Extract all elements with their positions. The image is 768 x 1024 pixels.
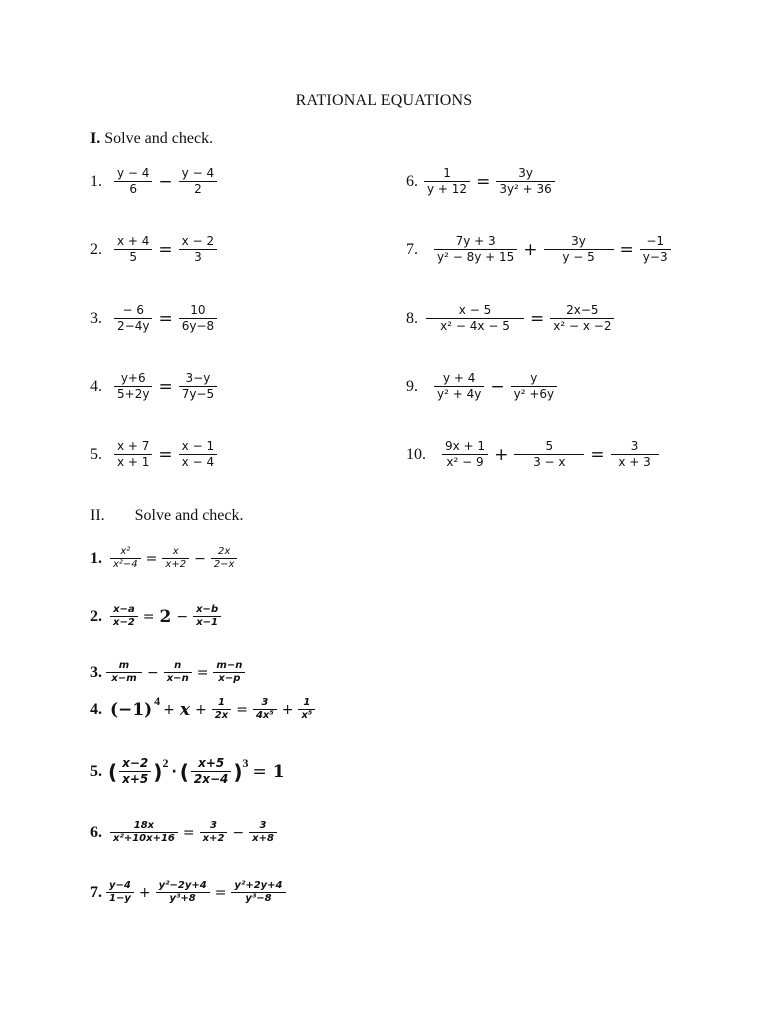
term: x <box>179 699 191 720</box>
term: 2 <box>159 606 172 627</box>
numerator: x + 7 <box>117 439 150 453</box>
left-paren: ( <box>179 759 189 784</box>
numerator: x − 2 <box>181 234 215 248</box>
numerator: 3 <box>630 439 639 453</box>
operator: − <box>158 171 173 192</box>
fraction <box>511 371 558 402</box>
fraction <box>164 660 192 685</box>
operator: = <box>145 550 158 567</box>
fraction <box>114 439 152 470</box>
denominator: x + 1 <box>117 455 150 469</box>
denominator: x⁵ <box>301 710 313 721</box>
denominator: y² − 8y + 15 <box>437 250 515 264</box>
numerator: y+6 <box>120 371 146 385</box>
operator: = <box>158 376 173 397</box>
fraction <box>191 756 232 787</box>
denominator: 2x−4 <box>193 772 229 786</box>
fraction <box>114 234 152 265</box>
operator: = <box>142 608 155 625</box>
section-1-heading <box>90 130 213 148</box>
exponent: 2 <box>162 756 169 770</box>
denominator: x−m <box>111 673 137 684</box>
denominator: y³+8 <box>169 893 196 904</box>
problem-2-5 <box>90 756 287 787</box>
section-1-label: Solve and check. <box>104 130 214 147</box>
problem-1-8 <box>406 303 616 334</box>
left-paren: ( <box>108 759 118 784</box>
numerator: x−2 <box>122 756 149 770</box>
denominator: x−2 <box>113 617 135 628</box>
problem-1-4 <box>90 371 219 402</box>
denominator: 2−4y <box>117 319 150 333</box>
denominator: 6y−8 <box>181 319 215 333</box>
right-paren: ) <box>233 759 243 784</box>
numerator: 1 <box>218 697 225 708</box>
operator: + <box>195 701 207 718</box>
problem-2-2 <box>90 604 223 629</box>
fraction <box>162 546 189 571</box>
problem-2-6 <box>90 820 279 845</box>
fraction <box>110 604 138 629</box>
problem-1-7 <box>406 234 673 265</box>
fraction <box>200 820 228 845</box>
operator: = <box>476 171 491 192</box>
fraction <box>640 234 671 265</box>
denominator: 5+2y <box>117 387 150 401</box>
fraction <box>213 660 245 685</box>
numerator: 9x + 1 <box>445 439 486 453</box>
operator: = <box>182 824 195 841</box>
fraction <box>434 371 484 402</box>
denominator: x−p <box>218 673 241 684</box>
operator: = <box>158 239 173 260</box>
problem-1-9 <box>406 371 559 402</box>
fraction <box>114 166 152 197</box>
denominator: 4x⁵ <box>255 710 274 721</box>
denominator: 3 <box>194 250 202 264</box>
denominator: 5 <box>129 250 138 264</box>
fraction <box>496 166 555 197</box>
problem-number: 6. <box>406 172 418 190</box>
right-paren: ) <box>153 759 163 784</box>
operator: − <box>147 664 159 681</box>
numerator: x² <box>120 546 131 557</box>
fraction <box>212 697 231 722</box>
operator: = <box>530 308 545 329</box>
operator: − <box>232 824 245 841</box>
operator: + <box>523 239 538 260</box>
numerator: m−n <box>216 660 243 671</box>
section-2-heading <box>90 507 244 525</box>
denominator: 2−x <box>213 559 235 570</box>
problem-number: 1. <box>90 549 102 567</box>
denominator: x−1 <box>196 617 218 628</box>
numerator: 3y <box>518 166 533 180</box>
numerator: 7y + 3 <box>455 234 496 248</box>
numerator: y²+2y+4 <box>234 880 283 891</box>
denominator: x+2 <box>202 833 225 844</box>
fraction <box>253 697 277 722</box>
fraction <box>114 303 152 334</box>
problem-number: 2. <box>90 607 102 625</box>
fraction <box>110 820 178 845</box>
denominator: 1−y <box>109 893 131 904</box>
operator: = <box>196 664 209 681</box>
fraction <box>249 820 277 845</box>
problem-number: 7. <box>90 883 102 901</box>
fraction <box>442 439 488 470</box>
denominator: x + 3 <box>618 455 651 469</box>
page-title: RATIONAL EQUATIONS <box>295 92 473 109</box>
operator: = <box>158 444 173 465</box>
denominator: y³−8 <box>245 893 272 904</box>
operator: · <box>171 763 177 780</box>
numerator: 2x <box>218 546 231 557</box>
fraction <box>179 166 217 197</box>
numerator: 3 <box>210 820 217 831</box>
operator: − <box>194 550 206 567</box>
denominator: x+2 <box>165 559 187 570</box>
problem-number: 5. <box>90 445 102 463</box>
denominator: x+5 <box>122 772 149 786</box>
problem-number: 3. <box>90 309 102 327</box>
operator: = <box>236 701 248 718</box>
problem-1-3 <box>90 303 219 334</box>
denominator: x²+10x+16 <box>113 833 175 844</box>
exponent: 3 <box>242 756 249 770</box>
numerator: y−4 <box>109 880 131 891</box>
problem-number: 6. <box>90 823 102 841</box>
problem-number: 8. <box>406 309 418 327</box>
denominator: y² + 4y <box>437 387 482 401</box>
operator: + <box>281 701 294 718</box>
fraction <box>156 880 210 905</box>
fraction <box>611 439 659 470</box>
problem-number: 3. <box>90 663 102 681</box>
numerator: x − 5 <box>458 303 492 317</box>
fraction <box>114 371 152 402</box>
denominator: 2 <box>194 182 202 196</box>
numerator: 3 <box>259 820 267 831</box>
denominator: x² − 9 <box>446 455 484 469</box>
operator: = <box>590 444 605 465</box>
operator: = <box>158 308 173 329</box>
fraction <box>179 371 217 402</box>
operator: = <box>252 761 267 782</box>
numerator: x−a <box>113 604 135 615</box>
problem-1-6 <box>406 166 557 197</box>
problem-number: 7. <box>406 240 418 258</box>
denominator: x²−4 <box>113 559 138 570</box>
term: 1 <box>272 761 285 782</box>
numerator: 1 <box>443 166 451 180</box>
operator: = <box>214 884 227 901</box>
numerator: y − 4 <box>117 166 150 180</box>
numerator: 1 <box>303 697 311 708</box>
problem-1-5 <box>90 439 219 470</box>
term: (−1) <box>110 699 153 720</box>
numerator: x−b <box>196 604 219 615</box>
fraction <box>211 546 238 571</box>
fraction <box>434 234 517 265</box>
fraction <box>106 660 142 685</box>
numerator: y − 4 <box>181 166 215 180</box>
fraction <box>119 756 151 787</box>
fraction <box>544 234 614 265</box>
numerator: m <box>118 660 130 671</box>
denominator: y−3 <box>642 250 668 264</box>
fraction <box>550 303 614 334</box>
problem-number: 5. <box>90 762 102 780</box>
numerator: 5 <box>545 439 554 453</box>
exponent: 4 <box>154 694 161 708</box>
fraction <box>424 166 470 197</box>
numerator: − 6 <box>122 303 144 317</box>
denominator: 3 − x <box>533 455 566 469</box>
denominator: x−n <box>166 673 189 684</box>
numerator: 3y <box>571 234 586 248</box>
numerator: x + 4 <box>117 234 150 248</box>
denominator: 3y² + 36 <box>499 182 552 196</box>
numerator: n <box>174 660 182 671</box>
denominator: x − 4 <box>181 455 215 469</box>
problem-1-2 <box>90 234 219 265</box>
numerator: y²−2y+4 <box>158 880 207 891</box>
operator: + <box>163 701 175 718</box>
denominator: x² − x −2 <box>553 319 612 333</box>
problem-number: 4. <box>90 700 102 718</box>
problem-number: 4. <box>90 377 102 395</box>
problem-2-1 <box>90 546 239 571</box>
denominator: x+8 <box>252 833 274 844</box>
problem-number: 10. <box>406 445 426 463</box>
problem-1-1 <box>90 166 219 197</box>
denominator: y − 5 <box>562 250 595 264</box>
problem-number: 1. <box>90 172 102 190</box>
numerator: y <box>530 371 538 385</box>
problem-number: 9. <box>406 377 418 395</box>
numerator: 3 <box>261 697 269 708</box>
operator: + <box>138 884 151 901</box>
section-1-numeral: I. <box>90 130 101 147</box>
denominator: x² − 4x − 5 <box>440 319 510 333</box>
problem-number: 2. <box>90 240 102 258</box>
fraction <box>193 604 221 629</box>
section-2-label: Solve and check. <box>134 507 244 524</box>
numerator: 10 <box>190 303 206 317</box>
operator: + <box>494 444 509 465</box>
problem-2-7 <box>90 880 288 905</box>
section-2-numeral: II. <box>90 507 105 524</box>
fraction <box>298 697 315 722</box>
fraction <box>231 880 285 905</box>
numerator: y + 4 <box>442 371 476 385</box>
denominator: y² +6y <box>513 387 555 401</box>
fraction <box>179 303 217 334</box>
numerator: 2x−5 <box>566 303 599 317</box>
problem-2-3 <box>90 660 247 685</box>
numerator: 18x <box>133 820 155 831</box>
fraction <box>514 439 584 470</box>
operator: − <box>490 376 505 397</box>
problem-2-4 <box>90 694 317 722</box>
fraction <box>106 880 134 905</box>
numerator: −1 <box>646 234 665 248</box>
numerator: x − 1 <box>181 439 215 453</box>
fraction <box>179 439 217 470</box>
denominator: 7y−5 <box>181 387 215 401</box>
denominator: 6 <box>129 182 138 196</box>
numerator: x+5 <box>198 756 225 770</box>
fraction <box>110 546 141 571</box>
numerator: x <box>172 546 179 557</box>
numerator: 3−y <box>185 371 211 385</box>
fraction <box>426 303 524 334</box>
denominator: 2x <box>214 710 229 721</box>
denominator: y + 12 <box>427 182 468 196</box>
operator: = <box>619 239 634 260</box>
operator: − <box>176 608 189 625</box>
problem-1-10 <box>406 439 661 470</box>
fraction <box>179 234 217 265</box>
